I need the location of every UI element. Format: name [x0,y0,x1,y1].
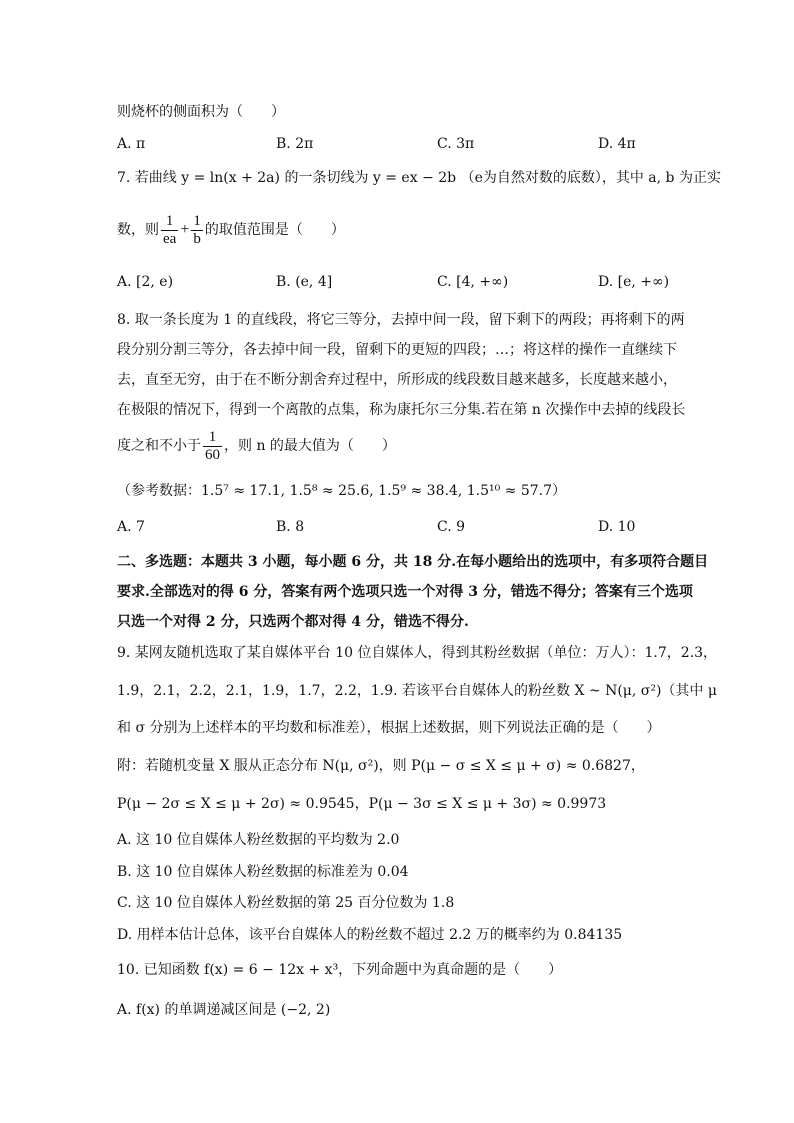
section2-line3: 只选一个对得 2 分，只选两个都对得 4 分，错选不得分. [117,614,469,630]
q8-option-d: D. 10 [598,519,636,535]
q9-option-c: C. 这 10 位自媒体人粉丝数据的第 25 百分位数为 1.8 [117,895,455,911]
q8-line1: 8. 取一条长度为 1 的直线段，将它三等分，去掉中间一段，留下剩下的两段；再将剩下的两 [117,312,685,328]
section2-line2: 要求.全部选对的得 6 分，答案有两个选项只选一个对得 3 分，错选不得分；答案有三个选项 [117,584,693,600]
q8-fraction [203,429,222,464]
q7-stem-line2-post: 的取值范围是（ ） [204,222,345,238]
q7-fraction-1 [161,213,178,248]
q9-line4: 附：若随机变量 X 服从正态分布 N(μ, σ²)，则 P(μ − σ ≤ X ≤ μ + σ) ≈ 0.6827， [117,758,645,774]
q8-frac-num: 1 [203,429,222,447]
q7-option-d: D. [e, +∞) [598,274,670,290]
q8-option-b: B. 8 [276,519,305,535]
q6-option-d: D. 4π [598,136,636,152]
q7-stem-line2-pre: 数，则 [117,222,159,238]
q6-stem-tail: 则烧杯的侧面积为（ ） [117,104,285,120]
q9-line3: 和 σ 分别为上述样本的平均数和标准差），根据上述数据，则下列说法正确的是（ ） [117,720,661,736]
q8-option-a: A. 7 [117,519,145,535]
section2-line1: 二、多选题：本题共 3 小题，每小题 6 分，共 18 分.在每小题给出的选项中，有多项符合题目 [117,554,709,570]
q8-line5 [117,428,396,464]
q7-frac1-den: ea [163,230,177,247]
q10-option-a: A. f(x) 的单调递减区间是 (−2, 2) [117,1002,331,1018]
q8-line5-pre: 度之和不小于 [117,438,201,454]
q7-frac1-num: 1 [161,213,178,231]
q9-line5: P(μ − 2σ ≤ X ≤ μ + 2σ) ≈ 0.9545，P(μ − 3σ ≤ X ≤ μ + 3σ) ≈ 0.9973 [117,796,607,812]
q7-frac2-den: b [193,230,201,247]
q9-line1: 9. 某网友随机选取了某自媒体平台 10 位自媒体人，得到其粉丝数据（单位：万人）：1.7，2.3， [117,645,718,661]
q9-line2: 1.9，2.1，2.2，2.1，1.9，1.7，2.2，1.9. 若该平台自媒体人的粉丝数 X ~ N(μ, σ²)（其中 μ [117,683,717,699]
q8-line3: 去，直至无穷，由于在不断分割舍弃过程中，所形成的线段数目越来越多，长度越来越小， [117,372,677,388]
q6-option-b: B. 2π [276,136,314,152]
q7-option-b: B. (e, 4] [276,274,333,290]
q8-line5-post: ，则 n 的最大值为（ ） [224,438,396,454]
q9-option-d: D. 用样本估计总体，该平台自媒体人的粉丝数不超过 2.2 万的概率约为 0.84135 [117,927,623,943]
q7-fraction-2 [191,213,203,248]
q7-option-a: A. [2, e) [117,274,174,290]
q7-stem-line2 [117,212,345,248]
q9-option-b: B. 这 10 位自媒体人粉丝数据的标准差为 0.04 [117,864,409,880]
q8-option-c: C. 9 [437,519,466,535]
q9-option-a: A. 这 10 位自媒体人粉丝数据的平均数为 2.0 [117,832,400,848]
q7-option-c: C. [4, +∞) [437,274,509,290]
q8-line4: 在极限的情况下，得到一个离散的点集，称为康托尔三分集.若在第 n 次操作中去掉的线段长 [117,402,686,418]
q8-frac-den: 60 [205,446,220,463]
q7-stem-line1: 7. 若曲线 y = ln(x + 2a) 的一条切线为 y = ex − 2b （e为自然对数的底数），其中 a, b 为正实 [117,170,721,186]
q7-plus: + [180,221,190,238]
q6-option-a: A. π [117,136,146,152]
q8-line2: 段分别分割三等分，各去掉中间一段，留剩下的更短的四段；…；将这样的操作一直继续下 [117,342,677,358]
q8-reference-data: （参考数据：1.5⁷ ≈ 17.1, 1.5⁸ ≈ 25.6, 1.5⁹ ≈ 38.4, 1.5¹⁰ ≈ 57.7） [117,483,567,499]
q7-frac2-num: 1 [193,212,201,229]
q6-option-c: C. 3π [437,136,475,152]
q10-stem: 10. 已知函数 f(x) = 6 − 12x + x³，下列命题中为真命题的是（ ） [117,962,563,978]
